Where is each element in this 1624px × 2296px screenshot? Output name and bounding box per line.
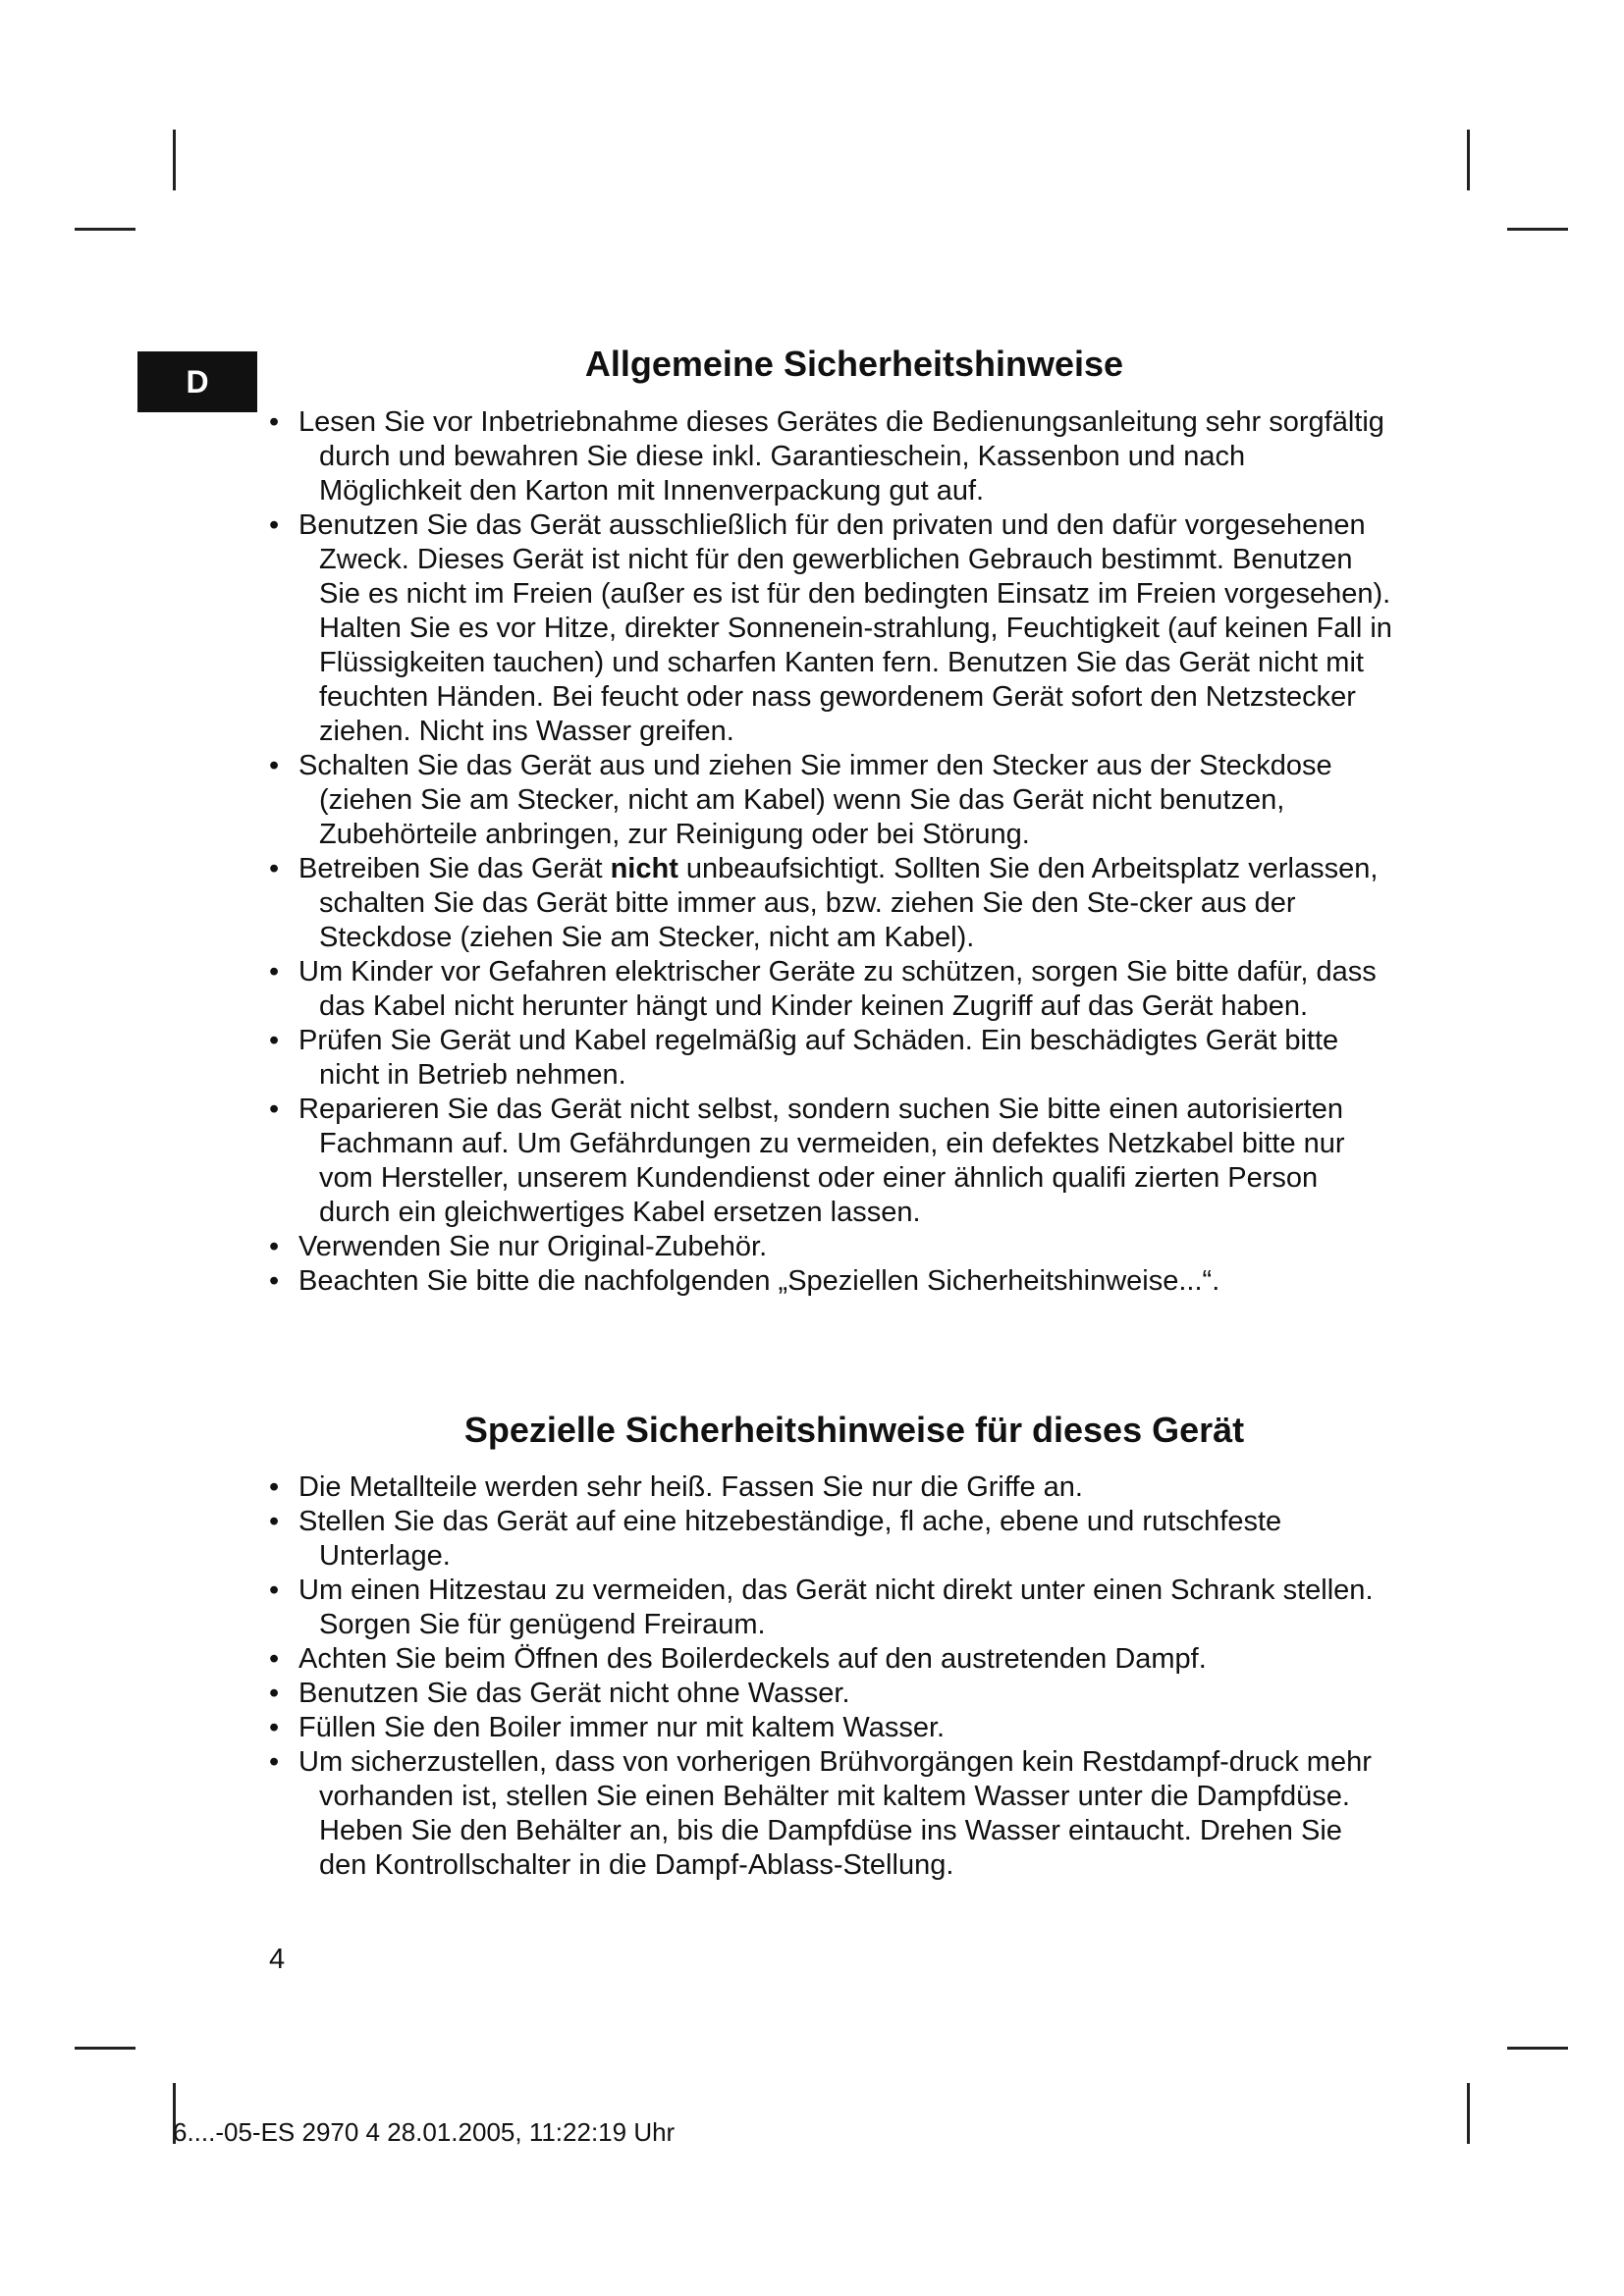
bullet-icon: •	[269, 1643, 280, 1675]
emphasis-text: nicht	[610, 853, 678, 884]
crop-mark-top-right-horizontal	[1507, 228, 1568, 231]
bullet-icon: •	[269, 1094, 280, 1125]
list-item-text: Um sicherzustellen, dass von vorherigen Brühvorgängen kein Restdampf-druck mehr vorhanden ist, stellen Sie einen Behälter mit kaltem Wasser unter die Dampfdüse. Heben Sie den Behälter an, bis die Dampfdüse ins Wasser eintaucht. Drehen Sie den Kontrollschalter in die Dampf-Ablass-Stellung.	[298, 1746, 1372, 1881]
bullet-icon: •	[269, 1575, 280, 1606]
bullet-icon: •	[269, 509, 280, 541]
list-item-text: Benutzen Sie das Gerät nicht ohne Wasser.	[298, 1678, 850, 1709]
special-list-item	[265, 1711, 1394, 1745]
general-list-item	[265, 955, 1394, 1024]
list-item-text: Betreiben Sie das Gerät	[298, 853, 611, 884]
list-item-text: Die Metallteile werden sehr heiß. Fassen Sie nur die Griffe an.	[298, 1471, 1083, 1503]
general-safety-heading: Allgemeine Sicherheitshinweise	[584, 344, 1124, 384]
general-list-item	[265, 1024, 1394, 1093]
general-safety-list	[265, 405, 1394, 1299]
special-list-item	[265, 1745, 1394, 1883]
bullet-icon: •	[269, 1712, 280, 1743]
crop-mark-top-left-horizontal	[75, 228, 135, 231]
general-list-item	[265, 749, 1394, 852]
page-number: 4	[269, 1944, 286, 1975]
special-safety-heading: Spezielle Sicherheitshinweise für dieses Gerät	[463, 1410, 1245, 1450]
bullet-icon: •	[269, 956, 280, 988]
crop-mark-bottom-left-horizontal	[75, 2047, 135, 2050]
bullet-icon: •	[269, 853, 280, 884]
language-tab: D	[137, 351, 257, 412]
bullet-icon: •	[269, 1471, 280, 1503]
list-item-text: Schalten Sie das Gerät aus und ziehen Sie immer den Stecker aus der Steckdose (ziehen Sie am Stecker, nicht am Kabel) wenn Sie das Gerät nicht benutzen, Zubehörteile anbringen, zur Reinigung oder bei Störung.	[298, 750, 1332, 850]
bullet-icon: •	[269, 750, 280, 781]
list-item-text: Lesen Sie vor Inbetriebnahme dieses Gerätes die Bedienungsanleitung sehr sorgfältig durch und bewahren Sie diese inkl. Garantieschein, Kassenbon und nach Möglichkeit den Karton mit Innenverpackung gut auf.	[298, 406, 1384, 507]
list-item-text: Reparieren Sie das Gerät nicht selbst, sondern suchen Sie bitte einen autorisierten Fachmann auf. Um Gefährdungen zu vermeiden, ein defektes Netzkabel bitte nur vom Hersteller, unserem Kundendienst oder einer ähnlich qualifi zierten Person durch ein gleichwertiges Kabel ersetzen lassen.	[298, 1094, 1345, 1228]
list-item-text: Beachten Sie bitte die nachfolgenden „Speziellen Sicherheitshinweise...“.	[298, 1265, 1220, 1297]
list-item-text: Achten Sie beim Öffnen des Boilerdeckels auf den austretenden Dampf.	[298, 1643, 1207, 1675]
general-list-item	[265, 852, 1394, 955]
crop-mark-bottom-right-horizontal	[1507, 2047, 1568, 2050]
special-safety-list	[265, 1470, 1394, 1883]
general-list-item	[265, 405, 1394, 508]
general-list-item	[265, 1264, 1394, 1299]
crop-mark-bottom-right-vertical	[1467, 2083, 1470, 2144]
list-item-text: Prüfen Sie Gerät und Kabel regelmäßig auf Schäden. Ein beschädigtes Gerät bitte nicht in Betrieb nehmen.	[298, 1025, 1339, 1091]
special-list-item	[265, 1642, 1394, 1677]
bullet-icon: •	[269, 406, 280, 438]
list-item-text: Füllen Sie den Boiler immer nur mit kaltem Wasser.	[298, 1712, 946, 1743]
bullet-icon: •	[269, 1265, 280, 1297]
bullet-icon: •	[269, 1678, 280, 1709]
general-list-item	[265, 508, 1394, 749]
list-item-text: unbeaufsichtigt. Sollten Sie den Arbeitsplatz verlassen, schalten Sie das Gerät bitte immer aus, bzw. ziehen Sie den Ste-cker aus der Steckdose (ziehen Sie am Stecker, nicht am Kabel).	[319, 853, 1379, 953]
list-item-text: Benutzen Sie das Gerät ausschließlich für den privaten und den dafür vorgesehenen Zweck. Dieses Gerät ist nicht für den gewerblichen Gebrauch bestimmt. Benutzen Sie es nicht im Freien (außer es ist für den bedingten Einsatz im Freien vorgesehen). Halten Sie es vor Hitze, direkter Sonnenein-strahlung, Feuchtigkeit (auf keinen Fall in Flüssigkeiten tauchen) und scharfen Kanten fern. Benutzen Sie das Gerät nicht mit feuchten Händen. Bei feucht oder nass gewordenem Gerät sofort den Netzstecker ziehen. Nicht ins Wasser greifen.	[298, 509, 1392, 747]
list-item-text: Verwenden Sie nur Original-Zubehör.	[298, 1231, 768, 1262]
list-item-text: Um Kinder vor Gefahren elektrischer Geräte zu schützen, sorgen Sie bitte dafür, dass das Kabel nicht herunter hängt und Kinder keinen Zugriff auf das Gerät haben.	[298, 956, 1377, 1022]
bullet-icon: •	[269, 1746, 280, 1778]
special-list-item	[265, 1677, 1394, 1711]
general-list-item	[265, 1230, 1394, 1264]
special-list-item	[265, 1574, 1394, 1642]
crop-mark-top-left-vertical	[173, 130, 176, 190]
bullet-icon: •	[269, 1506, 280, 1537]
crop-mark-top-right-vertical	[1467, 130, 1470, 190]
print-footer: 6....-05-ES 2970 4 28.01.2005, 11:22:19 Uhr	[173, 2117, 676, 2147]
special-list-item	[265, 1470, 1394, 1505]
bullet-icon: •	[269, 1025, 280, 1056]
general-list-item	[265, 1093, 1394, 1230]
list-item-text: Stellen Sie das Gerät auf eine hitzebeständige, fl ache, ebene und rutschfeste Unterlage.	[298, 1506, 1282, 1572]
special-list-item	[265, 1505, 1394, 1574]
bullet-icon: •	[269, 1231, 280, 1262]
list-item-text: Um einen Hitzestau zu vermeiden, das Gerät nicht direkt unter einen Schrank stellen. Sorgen Sie für genügend Freiraum.	[298, 1575, 1374, 1640]
